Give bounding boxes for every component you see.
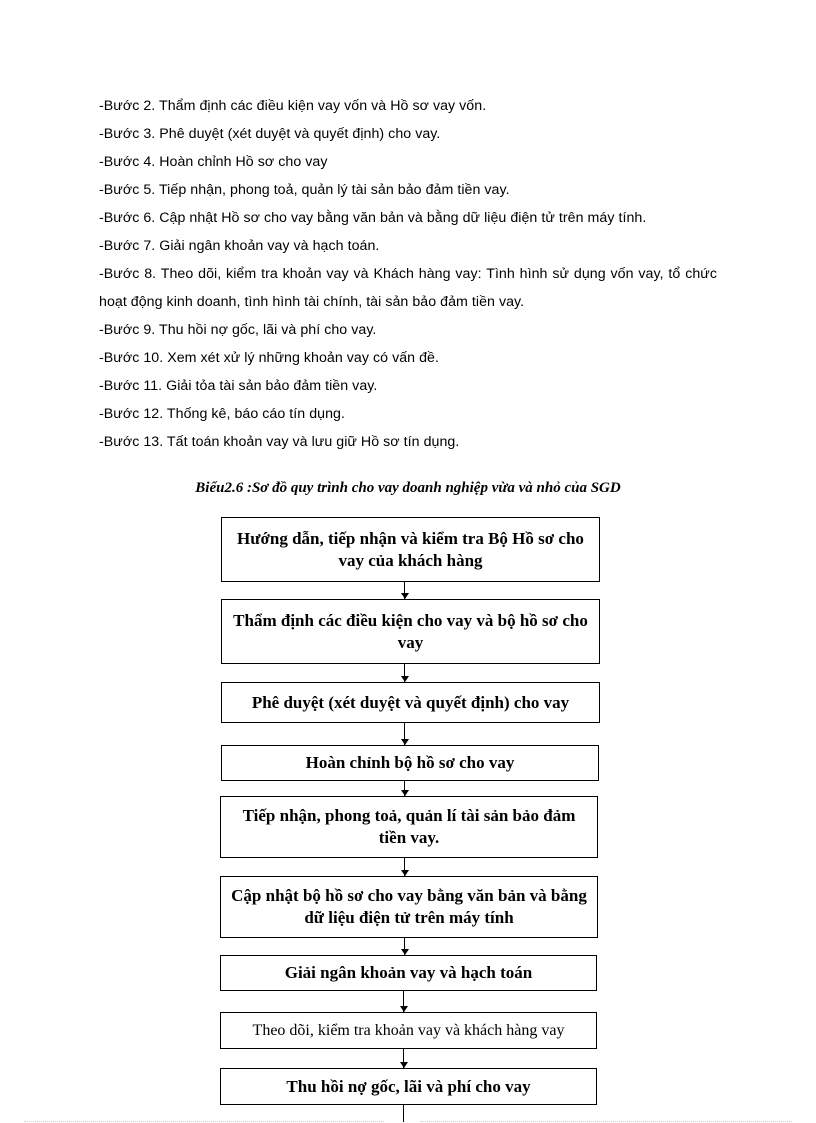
step-8: -Bước 8. Theo dõi, kiểm tra khoản vay và Khách hàng vay: Tình hình sử dụng vốn vay, tổ chức hoạt động kinh doanh, tình hình tài chính, tài sản bảo đảm tiền vay. <box>99 266 717 310</box>
step-2: -Bước 2. Thẩm định các điều kiện vay vốn và Hồ sơ vay vốn. <box>99 98 487 114</box>
flow-node-monitor: Theo dõi, kiểm tra khoản vay và khách hàng vay <box>220 1012 597 1049</box>
step-4: -Bước 4. Hoàn chỉnh Hồ sơ cho vay <box>99 154 328 170</box>
step-6: -Bước 6. Cập nhật Hồ sơ cho vay bằng văn bản và bằng dữ liệu điện tử trên máy tính. <box>99 210 647 226</box>
flow-node-update-records: Cập nhật bộ hồ sơ cho vay bằng văn bản và bằng dữ liệu điện tử trên máy tính <box>220 876 598 938</box>
flow-arrow <box>399 991 409 1012</box>
figure-caption: Biểu2.6 :Sơ đồ quy trình cho vay doanh nghiệp vừa và nhỏ của SGD <box>195 480 621 496</box>
flow-arrow <box>400 858 410 876</box>
step-11: -Bước 11. Giải tỏa tài sản bảo đảm tiền vay. <box>99 378 378 394</box>
flow-arrow <box>400 723 410 745</box>
flow-node-collateral: Tiếp nhận, phong toả, quản lí tài sản bảo đảm tiền vay. <box>220 796 598 858</box>
flow-node-complete-dossier: Hoàn chỉnh bộ hồ sơ cho vay <box>221 745 599 781</box>
step-9: -Bước 9. Thu hồi nợ gốc, lãi và phí cho vay. <box>99 322 377 338</box>
step-3: -Bước 3. Phê duyệt (xét duyệt và quyết định) cho vay. <box>99 126 441 142</box>
step-12: -Bước 12. Thống kê, báo cáo tín dụng. <box>99 406 345 422</box>
step-13: -Bước 13. Tất toán khoản vay và lưu giữ Hồ sơ tín dụng. <box>99 434 460 450</box>
flow-connector-continue <box>399 1105 409 1122</box>
flow-node-disburse: Giải ngân khoản vay và hạch toán <box>220 955 597 991</box>
step-5: -Bước 5. Tiếp nhận, phong toả, quản lý tài sản bảo đảm tiền vay. <box>99 182 510 198</box>
flow-node-approve: Phê duyệt (xét duyệt và quyết định) cho vay <box>221 682 600 723</box>
step-7: -Bước 7. Giải ngân khoản vay và hạch toán. <box>99 238 380 254</box>
flow-arrow <box>400 582 410 599</box>
flow-node-appraise: Thẩm định các điều kiện cho vay và bộ hồ sơ cho vay <box>221 599 600 664</box>
flow-node-guide-receive: Hướng dẫn, tiếp nhận và kiểm tra Bộ Hồ sơ cho vay của khách hàng <box>221 517 600 582</box>
flow-node-recover: Thu hồi nợ gốc, lãi và phí cho vay <box>220 1068 597 1105</box>
step-10: -Bước 10. Xem xét xử lý những khoản vay có vấn đề. <box>99 350 439 366</box>
flow-arrow <box>400 781 410 796</box>
flow-arrow <box>400 664 410 682</box>
flow-arrow <box>399 1049 409 1068</box>
flow-arrow <box>400 938 410 955</box>
